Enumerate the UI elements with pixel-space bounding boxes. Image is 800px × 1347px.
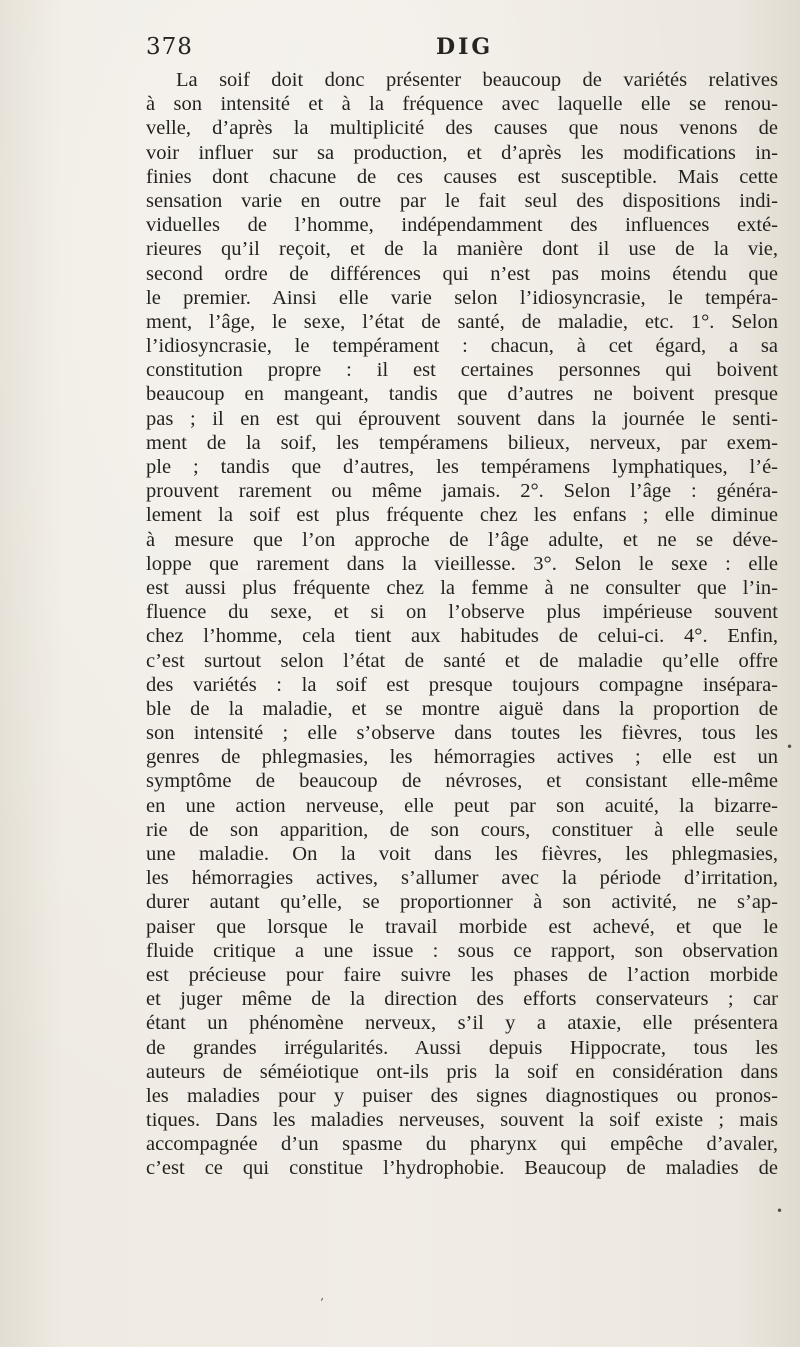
- body-text: [146, 68, 778, 1181]
- text-line: symptôme de beaucoup de névroses, et consistant elle-même: [146, 770, 778, 793]
- text-line: pas ; il en est qui éprouvent souvent dans la journée le senti-: [146, 407, 778, 430]
- text-line: lement la soif est plus fréquente chez les enfans ; elle diminue: [146, 504, 778, 527]
- text-line: à son intensité et à la fréquence avec laquelle elle se renou-: [146, 93, 778, 116]
- text-line: à mesure que l’on approche de l’âge adulte, et ne se déve-: [146, 528, 778, 551]
- text-line: second ordre de différences qui n’est pas moins étendu que: [146, 262, 778, 285]
- text-line: les hémorragies actives, s’allumer avec la période d’irritation,: [146, 867, 778, 890]
- text-line: est aussi plus fréquente chez la femme à ne consulter que l’in-: [146, 576, 778, 599]
- text-line: beaucoup en mangeant, tandis que d’autres ne boivent presque: [146, 383, 778, 406]
- paper-speck: •: [776, 1204, 784, 1218]
- text-line: des variétés : la soif est presque toujours compagne insépara-: [146, 673, 778, 696]
- text-line: de grandes irrégularités. Aussi depuis Hippocrate, tous les: [146, 1036, 778, 1059]
- text-line: prouvent rarement ou même jamais. 2°. Selon l’âge : généra-: [146, 480, 778, 503]
- text-line: La soif doit donc présenter beaucoup de variétés relatives: [176, 69, 778, 91]
- text-line: finies dont chacune de ces causes est susceptible. Mais cette: [146, 165, 778, 188]
- page-header: [146, 34, 776, 64]
- text-line: paiser que lorsque le travail morbide est achevé, et que le: [146, 915, 778, 938]
- text-line: en une action nerveuse, elle peut par son acuité, la bizarre-: [146, 794, 778, 817]
- text-line: rie de son apparition, de son cours, constituer à elle seule: [146, 818, 778, 841]
- text-line: voir influer sur sa production, et d’après les modifications in-: [146, 141, 778, 164]
- text-line: viduelles de l’homme, indépendamment des influences exté-: [146, 214, 778, 237]
- text-line: chez l’homme, cela tient aux habitudes de celui-ci. 4°. Enfin,: [146, 625, 778, 648]
- text-line: durer autant qu’elle, se proportionner à son activité, ne s’ap-: [146, 891, 778, 914]
- text-line: velle, d’après la multiplicité des causes que nous venons de: [146, 117, 778, 140]
- text-line: accompagnée d’un spasme du pharynx qui empêche d’avaler,: [146, 1133, 778, 1156]
- text-line: étant un phénomène nerveux, s’il y a ataxie, elle présentera: [146, 1012, 778, 1035]
- text-line: ple ; tandis que d’autres, les tempéramens lymphatiques, l’é-: [146, 456, 778, 478]
- text-line: sensation varie en outre par le fait seul des dispositions indi-: [146, 189, 778, 212]
- text-line: tiques. Dans les maladies nerveuses, souvent la soif existe ; mais: [146, 1109, 778, 1132]
- running-head: DIG: [436, 34, 494, 60]
- text-line: une maladie. On la voit dans les fièvres, les phlegmasies,: [146, 843, 778, 865]
- text-line: genres de phlegmasies, les hémorragies actives ; elle est un: [146, 746, 778, 769]
- page-number: 378: [146, 34, 193, 60]
- text-line: les maladies pour y puiser des signes diagnostiques ou pronos-: [146, 1084, 778, 1107]
- text-line: constitution propre : il est certaines personnes qui boivent: [146, 359, 778, 382]
- text-line: et juger même de la direction des efforts conservateurs ; car: [146, 988, 778, 1011]
- text-line: ment, l’âge, le sexe, l’état de santé, de maladie, etc. 1°. Selon: [146, 310, 778, 333]
- paper-speck: •: [786, 740, 794, 754]
- text-line: rieures qu’il reçoit, et de la manière dont il use de la vie,: [146, 238, 778, 261]
- text-line: fluence du sexe, et si on l’observe plus impérieuse souvent: [146, 601, 778, 624]
- text-line: loppe que rarement dans la vieillesse. 3°. Selon le sexe : elle: [146, 552, 778, 575]
- text-line: le premier. Ainsi elle varie selon l’idiosyncrasie, le tempéra-: [146, 286, 778, 309]
- text-line: l’idiosyncrasie, le tempérament : chacun, à cet égard, a sa: [146, 335, 778, 358]
- text-line: ble de la maladie, et se montre aiguë dans la proportion de: [146, 697, 778, 720]
- text-line: c’est ce qui constitue l’hydrophobie. Beaucoup de maladies de: [146, 1157, 778, 1180]
- text-line: son intensité ; elle s’observe dans toutes les fièvres, tous les: [146, 722, 778, 745]
- text-line: auteurs de séméiotique ont-ils pris la soif en considération dans: [146, 1060, 778, 1083]
- text-line: est précieuse pour faire suivre les phases de l’action morbide: [146, 963, 778, 986]
- text-line: ment de la soif, les tempéramens bilieux, nerveux, par exem-: [146, 431, 778, 454]
- text-line: fluide critique a une issue : sous ce rapport, son observation: [146, 939, 778, 962]
- text-line: c’est surtout selon l’état de santé et de maladie qu’elle offre: [146, 649, 778, 672]
- paper-speck: ’: [320, 1296, 324, 1310]
